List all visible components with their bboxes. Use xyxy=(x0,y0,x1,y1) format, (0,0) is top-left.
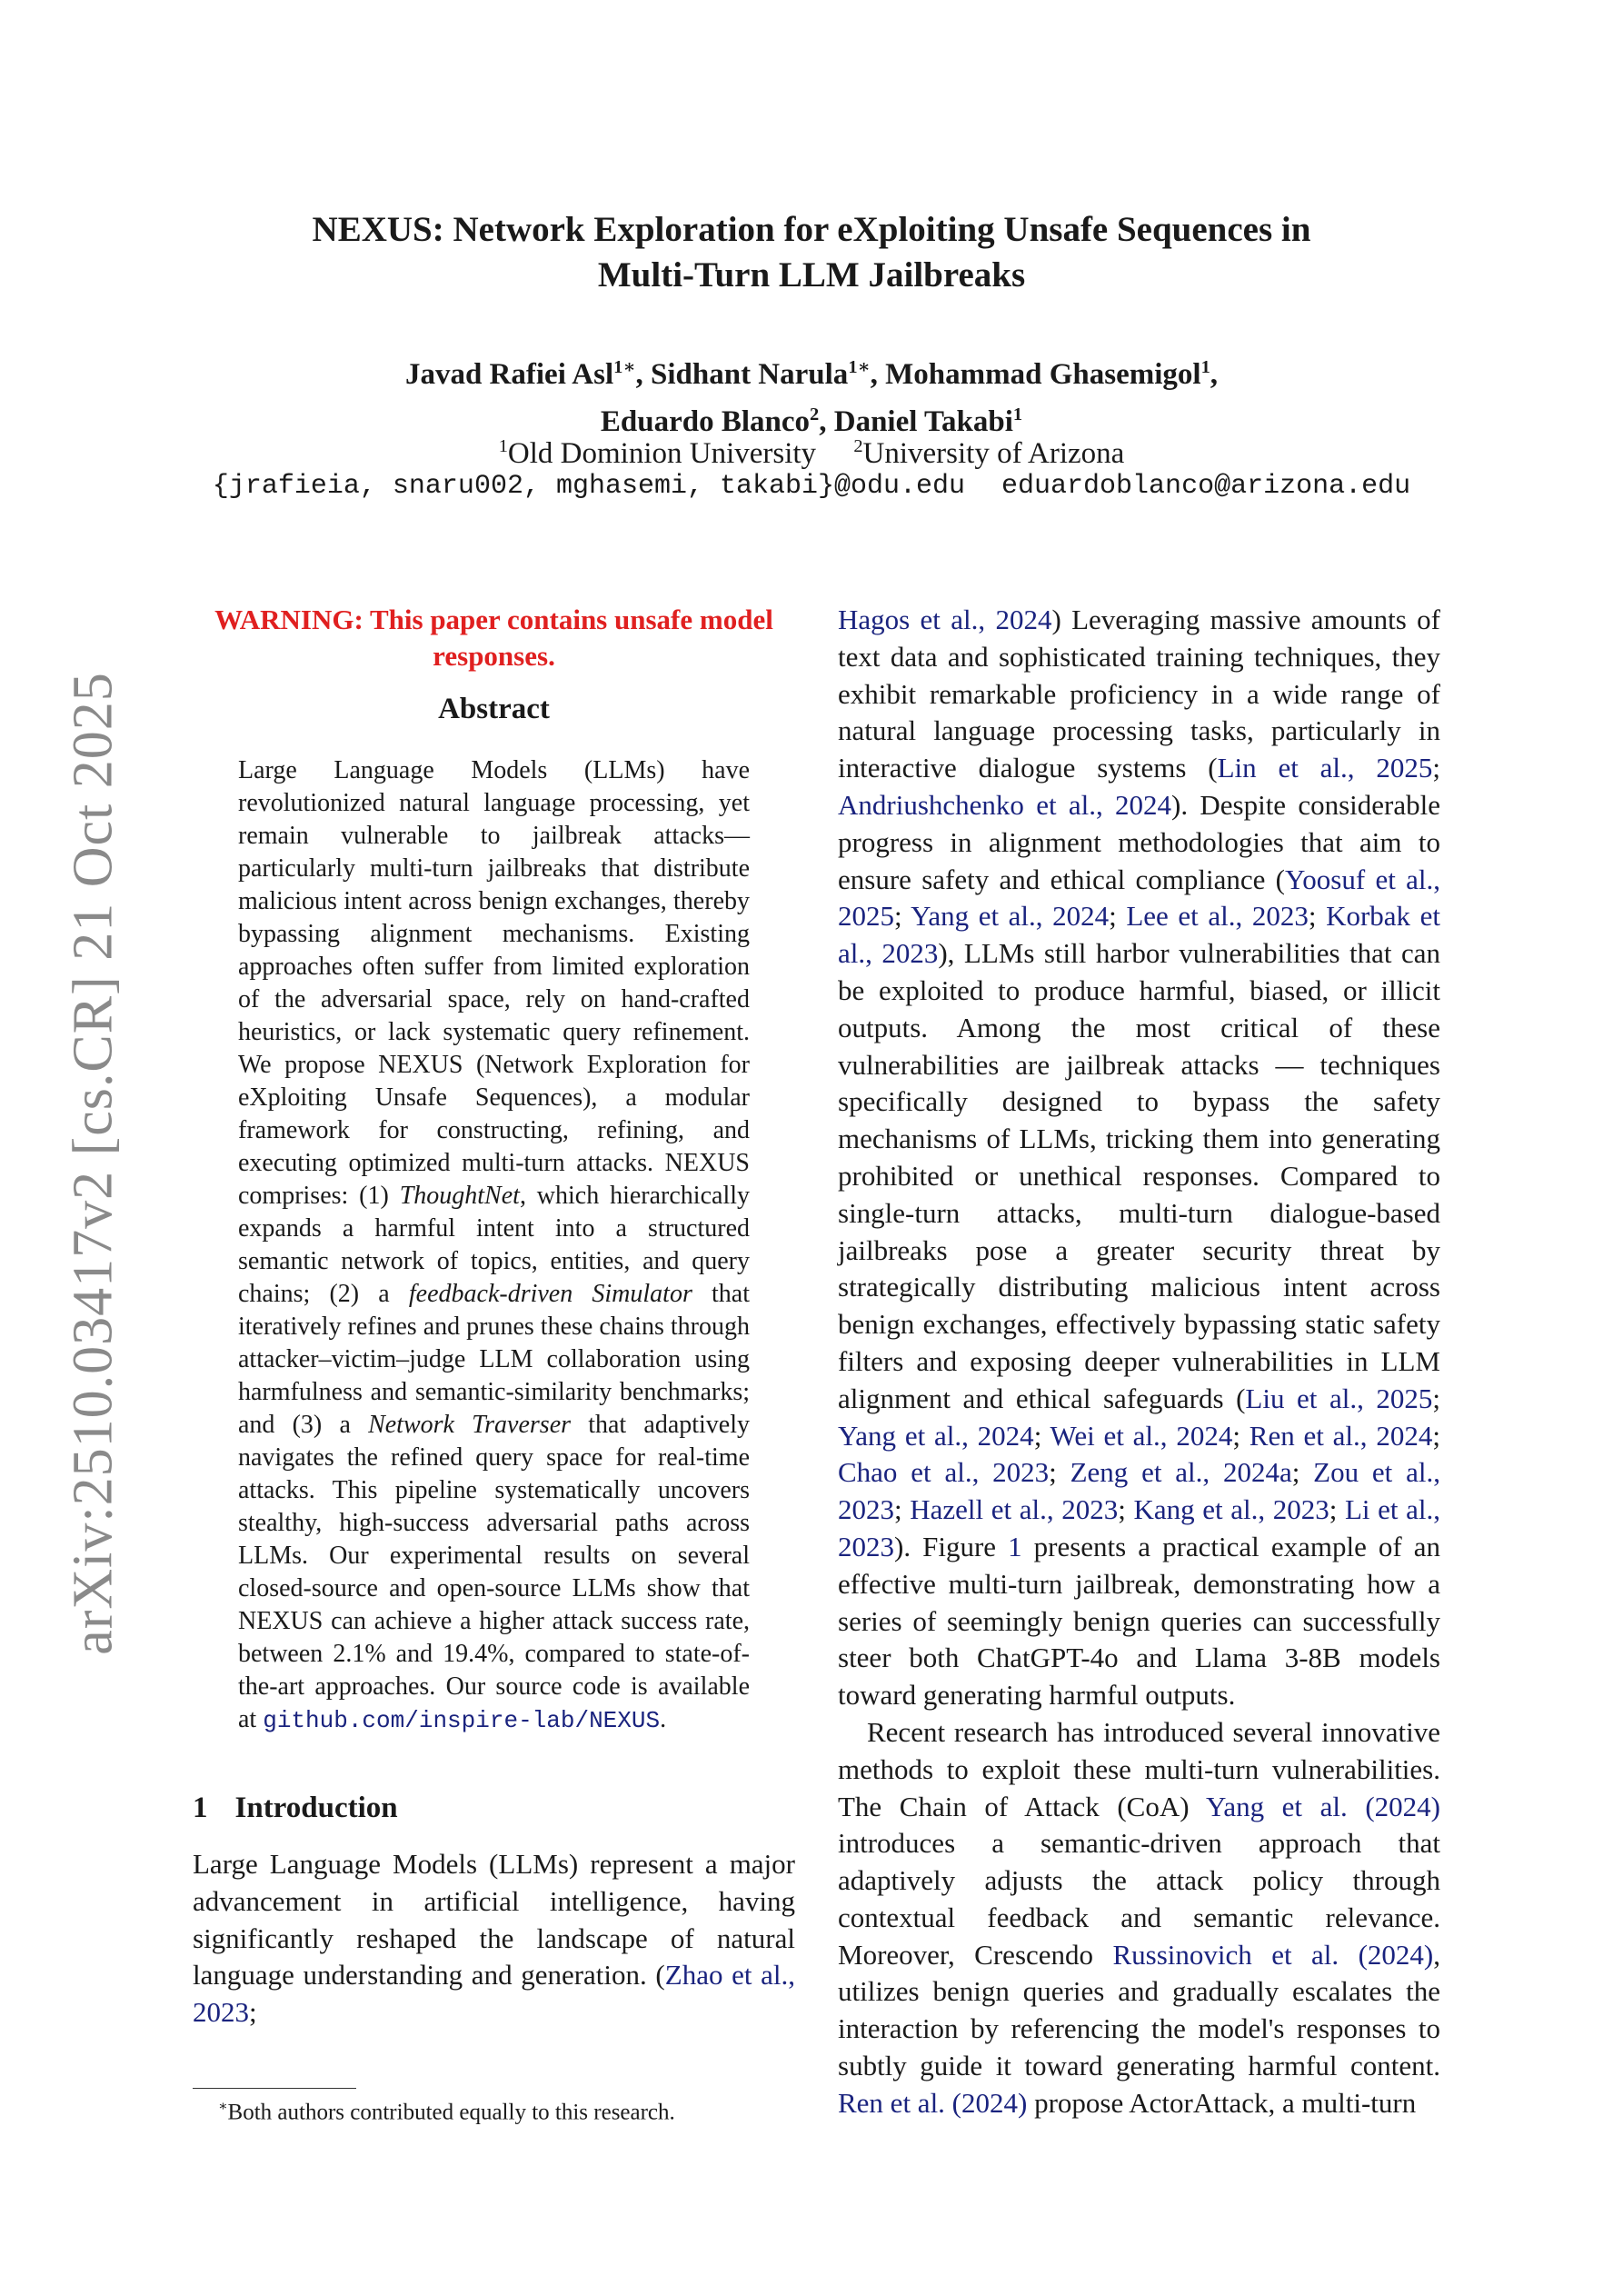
section-title: Introduction xyxy=(234,1792,398,1824)
footnote-mark: ∗ xyxy=(218,2099,228,2114)
affiliation-mark: 1 xyxy=(498,436,508,456)
abstract-body: Large Language Models (LLMs) have revolutionized natural language processing, yet remain vulnerable to jailbreak attacks—particularly multi-turn jailbreaks that distribute malicious intent across benign exchanges, thereby bypassing alignment mechanisms. Existing approaches often suffer from limited exploration of the adversarial space, rely on hand-crafted heuristics, or lack systematic query refinement. We propose NEXUS (Network Exploration for eXploiting Unsafe Sequences), a modular framework for constructing, refining, and executing optimized multi-turn attacks. NEXUS comprises: (1) ThoughtNet, which hierarchically expands a harmful intent into a structured semantic network of topics, entities, and query chains; (2) a feedback-driven Simulator that iteratively refines and prunes these chains through attacker–victim–judge LLM collaboration using harmfulness and semantic-similarity benchmarks; and (3) a Network Traverser that adaptively navigates the refined query space for real-time attacks. This pipeline systematically uncovers stealthy, high-success adversarial paths across LLMs. Our experimental results on several closed-source and open-source LLMs show that NEXUS can achieve a higher attack success rate, between 2.1% and 19.4%, compared to state-of-the-art approaches. Our source code is available at github.com/inspire-lab/NEXUS. xyxy=(238,756,751,1734)
author-mark: 2 xyxy=(810,404,820,424)
related-work-paragraph: Recent research has introduced several innovative methods to exploit these multi-turn vulnerabilities. The Chain of Attack (CoA) Yang et al. (2024) introduces a semantic-driven approach that adaptively adjusts the attack policy through contextual feedback and semantic relevance. Moreover, Crescendo Russinovich et al. (2024), utilizes benign queries and gradually escalates the interaction by referencing the model's responses to subtly guide it toward generating harmful content. Ren et al. (2024) propose ActorAttack, a multi-turn xyxy=(838,1715,1440,2119)
author-name: Mohammad Ghasemigol xyxy=(885,358,1201,391)
title-line-1: NEXUS: Network Exploration for eXploiting Unsafe Sequences in xyxy=(312,210,1311,249)
email-odu: {jrafieia, snaru002, mghasemi, takabi}@odu.edu xyxy=(212,471,966,502)
citation-link[interactable]: Ren et al. (2024) xyxy=(838,2086,1028,2119)
affiliation-mark: 2 xyxy=(853,436,863,456)
citation-link[interactable]: Hazell et al., 2023 xyxy=(910,1493,1119,1526)
author-mark: 1 xyxy=(1012,404,1023,424)
citation-link[interactable]: Zhao et al., 2023 xyxy=(193,1959,795,2029)
code-link[interactable]: github.com/inspire-lab/NEXUS xyxy=(263,1707,661,1734)
simulator-term: feedback-driven Simulator xyxy=(408,1280,692,1308)
warning-notice: WARNING: This paper contains unsafe model responses. xyxy=(214,604,773,672)
left-column xyxy=(193,602,795,2031)
arxiv-identifier: arXiv:2510.03417v2 [cs.CR] 21 Oct 2025 xyxy=(62,672,124,1655)
citation-link[interactable]: Andriushchenko et al., 2024 xyxy=(838,788,1172,821)
citation-link[interactable]: Kang et al., 2023 xyxy=(1133,1493,1329,1526)
citation-link[interactable]: Lin et al., 2025 xyxy=(1217,752,1433,784)
title-line-2: Multi-Turn LLM Jailbreaks xyxy=(597,255,1026,294)
author-emails xyxy=(182,467,1441,505)
citation-link[interactable]: Yang et al. (2024) xyxy=(1206,1790,1440,1822)
traverser-term: Network Traverser xyxy=(368,1411,572,1439)
affiliation-arizona: University of Arizona xyxy=(862,437,1125,470)
affiliations xyxy=(182,427,1441,473)
abstract-heading: Abstract xyxy=(438,693,550,725)
right-column xyxy=(838,602,1440,2122)
citation-link[interactable]: Liu et al., 2025 xyxy=(1245,1382,1433,1414)
citation-link[interactable]: Lee et al., 2023 xyxy=(1126,900,1309,933)
paper-title xyxy=(182,207,1441,298)
footnote-divider xyxy=(193,2088,356,2089)
footnote-text: Both authors contributed equally to this research. xyxy=(227,2100,675,2125)
section-number: 1 xyxy=(193,1792,208,1824)
section-heading-introduction xyxy=(193,1790,795,1826)
arxiv-sidebar xyxy=(44,673,144,1654)
citation-link[interactable]: Zeng et al., 2024a xyxy=(1070,1456,1292,1489)
citation-link[interactable]: Chao et al., 2023 xyxy=(838,1456,1050,1489)
citation-link[interactable]: Russinovich et al. (2024) xyxy=(1112,1938,1434,1971)
citation-link[interactable]: Yang et al., 2024 xyxy=(838,1419,1034,1452)
citation-link[interactable]: Yang et al., 2024 xyxy=(911,900,1110,933)
citation-link[interactable]: Yoosuf et al., 2025 xyxy=(838,863,1440,933)
author-list: Javad Rafiei Asl$^{1∗}$, Sidhant Narula$^{1∗}$, Mohammad Ghasemigol$^1$, Eduardo Blanco$^2$, Daniel Takabi$^1$ xyxy=(404,357,1219,438)
citation-link[interactable]: Li et al., 2023 xyxy=(838,1493,1440,1562)
author-name: Eduardo Blanco xyxy=(600,405,811,438)
author-mark: 1∗ xyxy=(848,357,871,377)
affiliation-odu: Old Dominion University xyxy=(507,437,817,470)
citation-link[interactable]: Wei et al., 2024 xyxy=(1050,1419,1233,1452)
citation-link[interactable]: Hagos et al., 2024 xyxy=(838,604,1052,635)
author-mark: 1 xyxy=(1200,357,1210,377)
footnote xyxy=(218,2092,782,2127)
citation-link[interactable]: Korbak et al., 2023 xyxy=(838,900,1440,970)
author-name: Javad Rafiei Asl xyxy=(404,358,614,391)
thoughtnet-term: ThoughtNet xyxy=(399,1182,520,1210)
author-mark: 1∗ xyxy=(613,357,636,377)
citation-link[interactable]: Zou et al., 2023 xyxy=(838,1456,1440,1526)
figure-reference-link[interactable]: 1 xyxy=(1008,1530,1022,1562)
email-arizona: eduardoblanco@arizona.edu xyxy=(1001,471,1411,502)
citation-link[interactable]: Ren et al., 2024 xyxy=(1249,1419,1433,1452)
author-name: Daniel Takabi xyxy=(833,405,1013,438)
intro-paragraph: Large Language Models (LLMs) represent a major advancement in artificial intelligence, having significantly reshaped the landscape of natural language understanding and generation. (Zhao et al., 2023; xyxy=(193,1848,795,2029)
intro-paragraph-continued: Hagos et al., 2024) Leveraging massive amounts of text data and sophisticated training techniques, they exhibit remarkable proficiency in a wide range of natural language processing tasks, particularly in interactive dialogue systems (Lin et al., 2025; Andriushchenko et al., 2024). Despite considerable progress in alignment methodologies that aim to ensure safety and ethical compliance (Yoosuf et al., 2025; Yang et al., 2024; Lee et al., 2023; Korbak et al., 2023), LLMs still harbor vulnerabilities that can be exploited to produce harmful, biased, or illicit outputs. Among the most critical of these vulnerabilities are jailbreak attacks — techniques specifically designed to bypass the safety mechanisms of LLMs, tricking them into generating prohibited or unethical responses. Compared to single-turn attacks, multi-turn dialogue-based jailbreaks pose a greater security threat by strategically distributing malicious intent across benign exchanges, effectively bypassing static safety filters and exposing deeper vulnerabilities in LLM alignment and ethical safeguards (Liu et al., 2025; Yang et al., 2024; Wei et al., 2024; Ren et al., 2024; Chao et al., 2023; Zeng et al., 2024a; Zou et al., 2023; Hazell et al., 2023; Kang et al., 2023; Li et al., 2023). Figure 1 presents a practical example of an effective multi-turn jailbreak, demonstrating how a series of seemingly benign queries can successfully steer both ChatGPT-4o and Llama 3-8B models toward generating harmful outputs. xyxy=(838,604,1441,1712)
author-name: Sidhant Narula xyxy=(650,358,849,391)
